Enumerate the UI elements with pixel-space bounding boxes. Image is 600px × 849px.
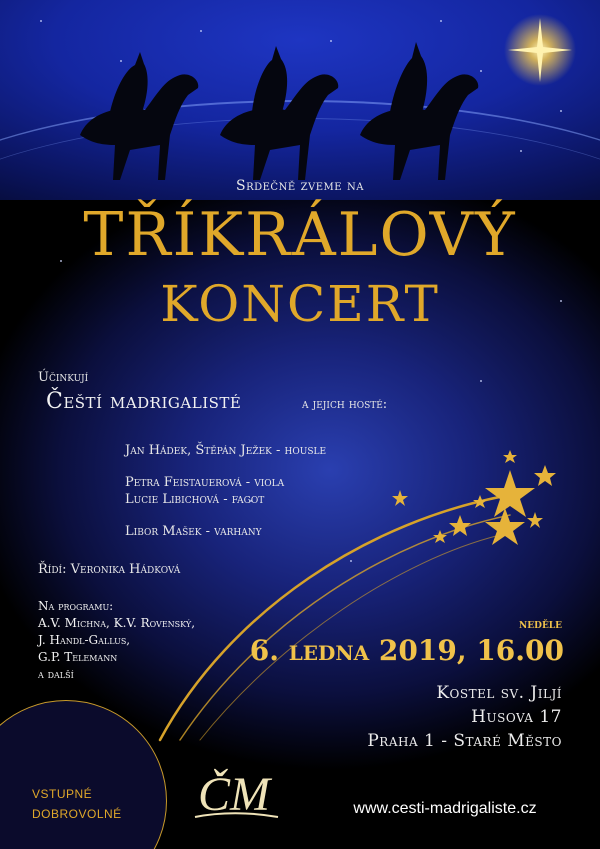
three-kings-on-camels-silhouette — [60, 10, 530, 190]
program-item: J. Handl-Gallus, — [38, 633, 131, 647]
guest-line: Jan Hádek, Štěpán Ježek - housle — [125, 443, 327, 458]
venue-block — [367, 681, 562, 753]
guest-line: Lucie Libichová - fagot — [125, 492, 265, 507]
entry-fee — [32, 784, 122, 824]
entry-line: VSTUPNÉ — [32, 787, 93, 801]
venue-line: Kostel sv. Jiljí — [436, 683, 562, 703]
ensemble-logo — [190, 760, 285, 825]
program-item: A.V. Michna, K.V. Rovenský, — [38, 616, 196, 630]
event-weekday: neděle — [519, 617, 562, 632]
event-date-time: 6. ledna 2019, 16.00 — [249, 634, 564, 667]
title-line-2: KONCERT — [160, 275, 440, 333]
title-line-1: TŘÍKRÁLOVÝ — [83, 200, 517, 270]
program-item: G.P. Telemann — [38, 650, 118, 664]
program-block — [38, 598, 195, 683]
entry-circle — [0, 700, 167, 849]
website-link[interactable]: www.cesti-madrigaliste.cz — [353, 800, 537, 817]
program-item: a další — [38, 667, 74, 681]
venue-line: Praha 1 - Staré Město — [367, 731, 562, 751]
entry-line: DOBROVOLNÉ — [32, 807, 122, 821]
ensemble-name: Čeští madrigalisté — [46, 389, 242, 414]
guest-line: Petra Feistauerová - viola — [125, 475, 285, 490]
venue-line: Husova 17 — [471, 707, 562, 727]
conductor: Řídí: Veronika Hádková — [38, 562, 181, 577]
ensemble-suffix: a jejich hosté: — [302, 397, 388, 412]
guest-line: Libor Mašek - varhany — [125, 524, 262, 539]
performers-intro: Účinkují — [38, 370, 89, 385]
logo-text: ČM — [198, 768, 270, 821]
invitation-line: Srdečně zveme na — [235, 178, 365, 194]
program-label: Na programu: — [38, 599, 114, 613]
